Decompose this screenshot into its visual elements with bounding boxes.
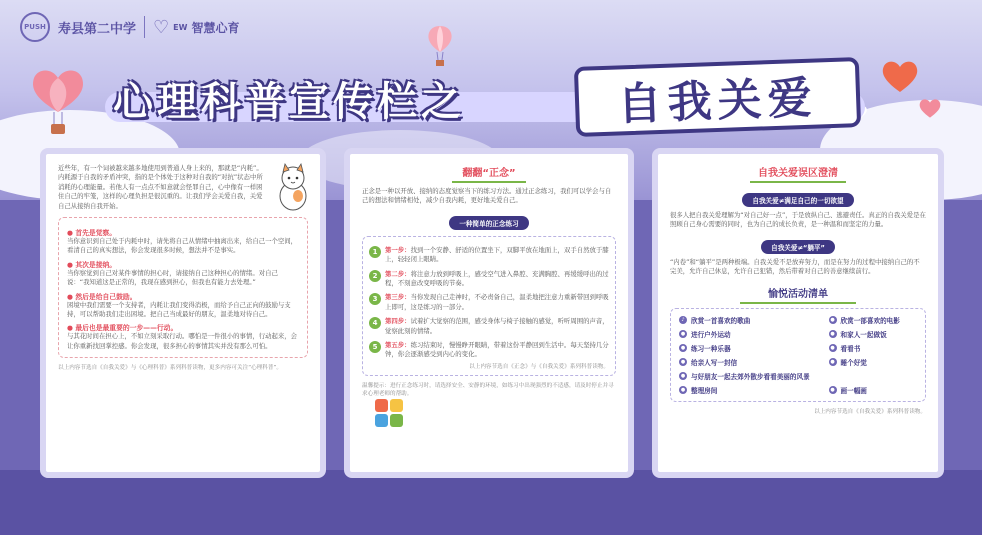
- section-body: 当你意识到自己处于内耗中时，请先将自己从情绪中抽离出来，给自己一个空间，看清自己的真实想法，你会发现很多时候，想法并不是事实。: [67, 237, 298, 255]
- logo-divider: [144, 16, 145, 38]
- section-item: [67, 291, 299, 320]
- heading-underline: [750, 181, 846, 183]
- panel-heading: 自我关爱误区澄清: [758, 168, 838, 179]
- panel-introduction: [40, 148, 326, 478]
- section-body: 与其花时间在担心上，不如立刻采取行动。哪怕是一件很小的事情，行动起来，会让你重新找回掌控感。你会发现，很多担心的事情其实并没有那么可怕。: [67, 332, 298, 350]
- step-text: 第一步：找到一个安静、舒适的位置坐下，双脚平放在地面上，双手自然放于膝上，轻轻闭上眼睛。: [385, 245, 609, 264]
- section-title: ● 首先是觉察。: [67, 227, 299, 237]
- activity-list-heading: 愉悦活动清单: [768, 288, 828, 300]
- list-item: ● 睡个好觉: [830, 358, 867, 367]
- bullet-icon: ●: [680, 372, 686, 379]
- step-item: [369, 293, 609, 312]
- heart-icon: [918, 96, 942, 120]
- school-name: 寿县第二中学: [58, 21, 137, 37]
- bullet-icon: ●: [680, 386, 686, 393]
- intro-text: 正念是一种以开放、接纳的态度觉察当下的练习方法。通过正念练习，我们可以学会与自己的想法和情绪相处，减少自我内耗，更好地关爱自己。: [362, 187, 612, 205]
- title-banner: [95, 62, 875, 142]
- steps-box: [362, 236, 616, 376]
- step-text: 第四步：试着扩大觉察的范围，感受身体与椅子接触的感觉，听听周围的声音，觉察此刻的情绪。: [385, 317, 609, 335]
- header-logos: [20, 12, 239, 42]
- step-number: 5: [369, 341, 381, 353]
- bullet-icon: ●: [830, 386, 835, 393]
- partner-logo: [153, 17, 239, 38]
- step-item: [369, 270, 609, 289]
- step-text: 第三步：当你发现自己走神时，不必责备自己，温柔地把注意力重新带回到呼吸上即可，这是练习的一部分。: [385, 293, 609, 311]
- section-title: ● 其次是接纳。: [67, 259, 299, 269]
- background-bottom: [0, 470, 982, 535]
- bullet-icon: ●: [680, 344, 686, 351]
- bullet-icon: ●: [830, 330, 835, 337]
- step-number: 1: [369, 246, 381, 258]
- section-item: [67, 227, 299, 256]
- page-title: 心理科普宣传栏之: [113, 79, 465, 125]
- self-care-steps-box: [58, 217, 308, 358]
- panel-heading: 翻翻“正念”: [462, 168, 516, 179]
- myth-text: “内卷”和“躺平”是两种极端。自我关爱不是放弃努力，而是在努力的过程中接纳自己的不完美，允许自己休息，允许自己犯错，然后带着对自己的善意继续前行。: [670, 257, 920, 276]
- section-title: ● 最后也是最重要的一步——行动。: [67, 322, 299, 332]
- list-item: ● 整理房间: [680, 386, 718, 395]
- cat-icon: [274, 162, 312, 212]
- myth-tag: 自我关爱≠满足自己的一切欲望: [742, 193, 853, 207]
- list-item: ● 进行户外运动: [680, 330, 731, 339]
- title-highlight-box: [574, 57, 861, 137]
- practice-title: 一种简单的正念练习: [449, 216, 528, 230]
- footnote: 以上内容节选自《自我关爱》与《心理科普》系列科普读物，更多内容可关注“心理科普”。: [58, 365, 282, 372]
- panel-mindfulness: [344, 148, 634, 478]
- section-title: ● 然后是给自己鼓励。: [67, 291, 299, 301]
- step-item: [369, 246, 609, 265]
- footnote: 以上内容节选自《正念》与《自我关爱》系列科普读物。: [469, 363, 609, 370]
- step-text: 第二步：将注意力放到呼吸上，感受空气进入鼻腔、充满胸腔、再缓缓呼出的过程，不刻意改变呼吸的节奏。: [385, 269, 609, 288]
- myth1-tag-row: [670, 188, 926, 207]
- section-item: [67, 259, 299, 288]
- bullet-icon: ●: [680, 330, 686, 337]
- heart-balloon-icon: [28, 62, 88, 140]
- list-item: ● 画一幅画: [830, 386, 867, 395]
- intro-text: 近些年，有一个词被越来越多地使用到普通人身上来的，那就是“内耗”。内耗源于自我的矛盾冲突，指的是个体处于这种对自我的“对抗”状态中所消耗的心理能量。若他人有一点点不如意就会怪罪自己，心中像有一样困住自己的牢笼，这样的心理负担是很沉重的。让我们学会关爱自我，关爱自己从接纳自我开始。: [58, 164, 263, 210]
- myth-tag: 自我关爱≠“躺平”: [761, 240, 835, 254]
- step-item: [369, 341, 609, 360]
- myth2-tag-row: [670, 235, 926, 254]
- bullet-icon: ♪: [679, 316, 687, 324]
- step-number: 2: [369, 270, 381, 282]
- puzzle-icon: [374, 398, 404, 428]
- section-item: [67, 322, 299, 351]
- myth-text: 很多人把自我关爱理解为“对自己好一点”，于是放纵自己、逃避责任。真正的自我关爱是在照顾自己身心需要的同时，也为自己的成长负责，是一种温和而坚定的力量。: [670, 211, 926, 229]
- heart-icon: [880, 56, 920, 96]
- list-item: ● 与好朋友一起去郊外散步看看美丽的风景: [680, 372, 810, 381]
- bullet-icon: ●: [830, 358, 835, 365]
- activity-list: [670, 308, 926, 402]
- list-item: ● 给亲人写一封信: [680, 358, 738, 367]
- list-item: ♪ 欣赏一首喜欢的歌曲: [679, 315, 821, 325]
- panel-myths: [652, 148, 944, 478]
- section-body: 困境中我们需要一个支持者，内耗让我们变得消极，而给予自己正向的鼓励与支持，可以帮助我们走出困境。把自己当成最好的朋友，温柔地对待自己。: [67, 300, 291, 319]
- step-item: [369, 317, 609, 336]
- heart-icon: ♡: [153, 16, 170, 38]
- bullet-icon: ●: [680, 358, 686, 365]
- list-item: ● 欣赏一部喜欢的电影: [830, 316, 900, 325]
- bottom-note: 温馨提示：进行正念练习时，请选择安全、安静的环境，如练习中出现强烈的不适感，请及时停止并寻求心理老师的帮助。: [362, 382, 614, 397]
- bullet-icon: ●: [830, 344, 835, 351]
- list-item: ● 练习一种乐器: [680, 344, 731, 353]
- school-logo: PUSH: [20, 12, 50, 42]
- partner-logo-top: EW: [173, 22, 188, 32]
- step-text: 第五步：练习结束时，慢慢睁开眼睛，带着这份平静回到生活中。每天坚持几分钟，你会逐渐感受到内心的变化。: [385, 341, 609, 359]
- bullet-icon: ●: [830, 316, 835, 323]
- footnote: 以上内容节选自《自我关爱》系列科普读物。: [814, 408, 926, 415]
- practice-tag-row: [362, 211, 616, 230]
- title-highlight: 自我关爱: [616, 72, 819, 131]
- step-number: 4: [369, 317, 381, 329]
- section-body: 当你察觉到自己对某件事情的担心时，请接纳自己这种担心的情绪。对自己说：“我知道这是正常的，我现在感到担心，但我也有能力去处理。”: [67, 268, 278, 287]
- list-item: ● 看看书: [830, 344, 861, 353]
- heading-underline: [740, 302, 856, 304]
- list-item: ● 和家人一起做饭: [830, 330, 887, 339]
- partner-logo-name: 智慧心育: [191, 20, 240, 35]
- heading-underline: [452, 181, 526, 183]
- step-number: 3: [369, 293, 381, 305]
